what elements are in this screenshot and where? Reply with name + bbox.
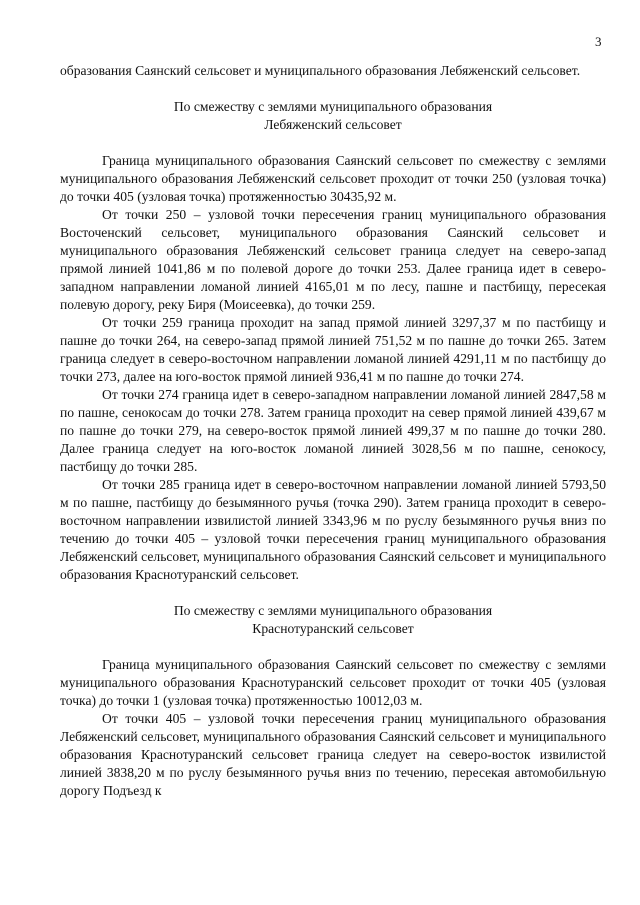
paragraph: От точки 405 – узловой точки пересечения границ муниципального образования Лебяженский сельсовет, муниципального образования Саянский сельсовет и муниципального образования Краснотуранский сельсовет граница следует на северо-восток извилистой линией 3838,20 м по руслу безымянного ручья вниз по течению, пересекая автомобильную дорогу Подъезд к (60, 711, 606, 798)
section-heading-lebyazhenskiy (60, 98, 606, 134)
section-heading-line: Лебяженский сельсовет (264, 117, 402, 132)
paragraph: Граница муниципального образования Саянский сельсовет по смежеству с землями муниципального образования Лебяженский сельсовет проходит от точки 250 (узловая точка) до точки 405 (узловая точка) протяженностью 30435,92 м. (60, 153, 606, 204)
paragraph: Граница муниципального образования Саянский сельсовет по смежеству с землями муниципального образования Краснотуранский сельсовет проходит от точки 405 (узловая точка) до точки 1 (узловая точка) протяженностью 10012,03 м. (60, 657, 606, 708)
document-body (60, 62, 606, 800)
section-heading-line: По смежеству с землями муниципального образования (173, 99, 493, 114)
paragraph: От точки 259 граница проходит на запад прямой линией 3297,37 м по пастбищу и пашне до точки 264, на северо-запад прямой линией 751,52 м по пашне до точки 265. Затем граница следует в северо-восточном направлении ломаной линией 4291,11 м по пастбищу до точки 273, далее на юго-восток прямой линией 936,41 м по пашне до точки 274. (60, 315, 606, 384)
paragraph: От точки 285 граница идет в северо-восточном направлении ломаной линией 5793,50 м по пашне, пастбищу до безымянного ручья (точка 290). Затем граница проходит в северо-восточном направлении извилистой линией 3343,96 м по руслу безымянного ручья вниз по течению до точки 405 – узловой точки пересечения границ муниципального образования Лебяженский сельсовет, муниципального образования Саянский сельсовет и муниципального образования Краснотуранский сельсовет. (60, 477, 606, 582)
paragraph: От точки 250 – узловой точки пересечения границ муниципального образования Восточенский сельсовет, муниципального образования Саянский сельсовет и муниципального образования Лебяженский сельсовет граница следует на северо-запад прямой линией 1041,86 м по полевой дороге до точки 253. Далее граница идет в северо-западном направлении ломаной линией 4165,01 м по лесу, пашне и пастбищу, пересекая полевую дорогу, реку Биря (Моисеевка), до точки 259. (60, 207, 606, 312)
paragraph: От точки 274 граница идет в северо-западном направлении ломаной линией 2847,58 м по пашне, сенокосам до точки 278. Затем граница проходит на север прямой линией 439,67 м по пашне до точки 279, на северо-восток прямой линией 499,37 м по пашне до точки 280. Далее граница следует на юго-восток ломаной линией 3028,56 м по пашне, сенокосу, пастбищу до точки 285. (60, 387, 606, 474)
page-number: 3 (595, 34, 602, 49)
section-heading-line: Краснотуранский сельсовет (252, 621, 414, 636)
section-heading-krasnoturanskiy (60, 602, 606, 638)
section-heading-line: По смежеству с землями муниципального образования (173, 603, 493, 618)
intro-fragment: образования Саянский сельсовет и муниципального образования Лебяженский сельсовет. (60, 63, 581, 78)
